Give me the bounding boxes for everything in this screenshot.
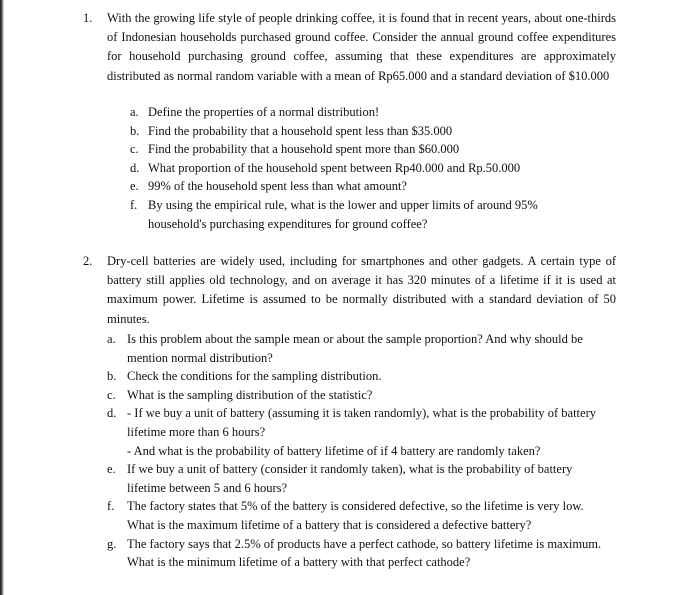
sub-question-text: The factory says that 2.5% of products have a perfect cathode, so battery lifetime is maximum. What is the minimum lifetime of a battery with that perfect cathode? [127, 536, 602, 570]
sub-question [107, 367, 612, 386]
sub-question-text: By using the empirical rule, what is the lower and upper limits of around 95% household's purchasing expenditures for ground coffee? [148, 197, 538, 231]
sub-question-text: - If we buy a unit of battery (assuming it is taken randomly), what is the probability of battery lifetime more than 6 hours? [127, 406, 596, 439]
sub-question [107, 460, 612, 497]
sub-question-text: Check the conditions for the sampling distribution. [127, 369, 382, 384]
sub-question [107, 386, 612, 405]
page-edge-shadow [0, 0, 4, 595]
question-text: With the growing life style of people drinking coffee, it is found that in recent years, about one-thirds of Indonesian households purchased ground coffee. Consider the annual ground coffee expenditures for household purchasing ground coffee, assuming that these expenditures are approximately distributed as normal random variable with a mean of Rp65.000 and a standard deviation of $10.000 [107, 11, 616, 83]
sub-question [130, 196, 590, 233]
sub-question-text: 99% of the household spent less than what amount? [148, 179, 407, 194]
sub-question-text: What is the sampling distribution of the statistic? [127, 387, 373, 402]
sub-question [107, 497, 612, 534]
sub-question-text: Is this problem about the sample mean or about the sample proportion? And why should be mention normal distribution? [127, 332, 583, 365]
sub-question-letter: b. [130, 123, 140, 138]
sub-question [130, 103, 590, 122]
sub-question [107, 535, 612, 572]
sub-question-letter: e. [130, 179, 139, 194]
sub-question-list [107, 330, 612, 572]
sub-question [130, 140, 590, 159]
question-text: Dry-cell batteries are widely used, including for smartphones and other gadgets. A certain type of battery still applies old technology, and on average it has 320 minutes of a lifetime if it is used at maximum power. Lifetime is assumed to be normally distributed with a standard deviation of 50 minutes. [107, 254, 616, 326]
sub-question-text: Define the properties of a normal distribution! [148, 105, 380, 119]
sub-question-text: The factory states that 5% of the battery is considered defective, so the lifetime is very low. What is the maximum lifetime of a battery that is considered a defective battery? [127, 499, 584, 532]
sub-question-extra-text: - And what is the probability of battery lifetime of if 4 battery are randomly taken? [127, 443, 541, 458]
sub-question [130, 159, 590, 178]
sub-question-letter: b. [107, 369, 117, 384]
sub-question-letter: a. [130, 105, 139, 119]
sub-question [130, 122, 590, 141]
sub-question-letter: a. [107, 332, 116, 346]
sub-question-letter: f. [130, 197, 138, 212]
sub-question-text: What proportion of the household spent between Rp40.000 and Rp.50.000 [148, 160, 521, 175]
question-number: 1. [83, 11, 93, 25]
sub-question [107, 330, 612, 367]
sub-question-letter: d. [130, 160, 140, 175]
sub-question-text: Find the probability that a household spent more than $60.000 [148, 142, 460, 157]
sub-question [107, 404, 612, 460]
sub-question-letter: f. [107, 499, 115, 514]
sub-question-letter: d. [107, 406, 117, 421]
sub-question-letter: c. [107, 387, 116, 402]
sub-question-letter: e. [107, 462, 116, 477]
sub-question-list [130, 103, 590, 233]
sub-question-letter: c. [130, 142, 139, 157]
sub-question-letter: g. [107, 536, 117, 551]
sub-question-text: If we buy a unit of battery (consider it randomly taken), what is the probability of battery lifetime between 5 and 6 hours? [127, 462, 573, 495]
sub-question-text: Find the probability that a household spent less than $35.000 [148, 123, 453, 138]
sub-question [130, 177, 590, 196]
question-number: 2. [83, 254, 93, 268]
